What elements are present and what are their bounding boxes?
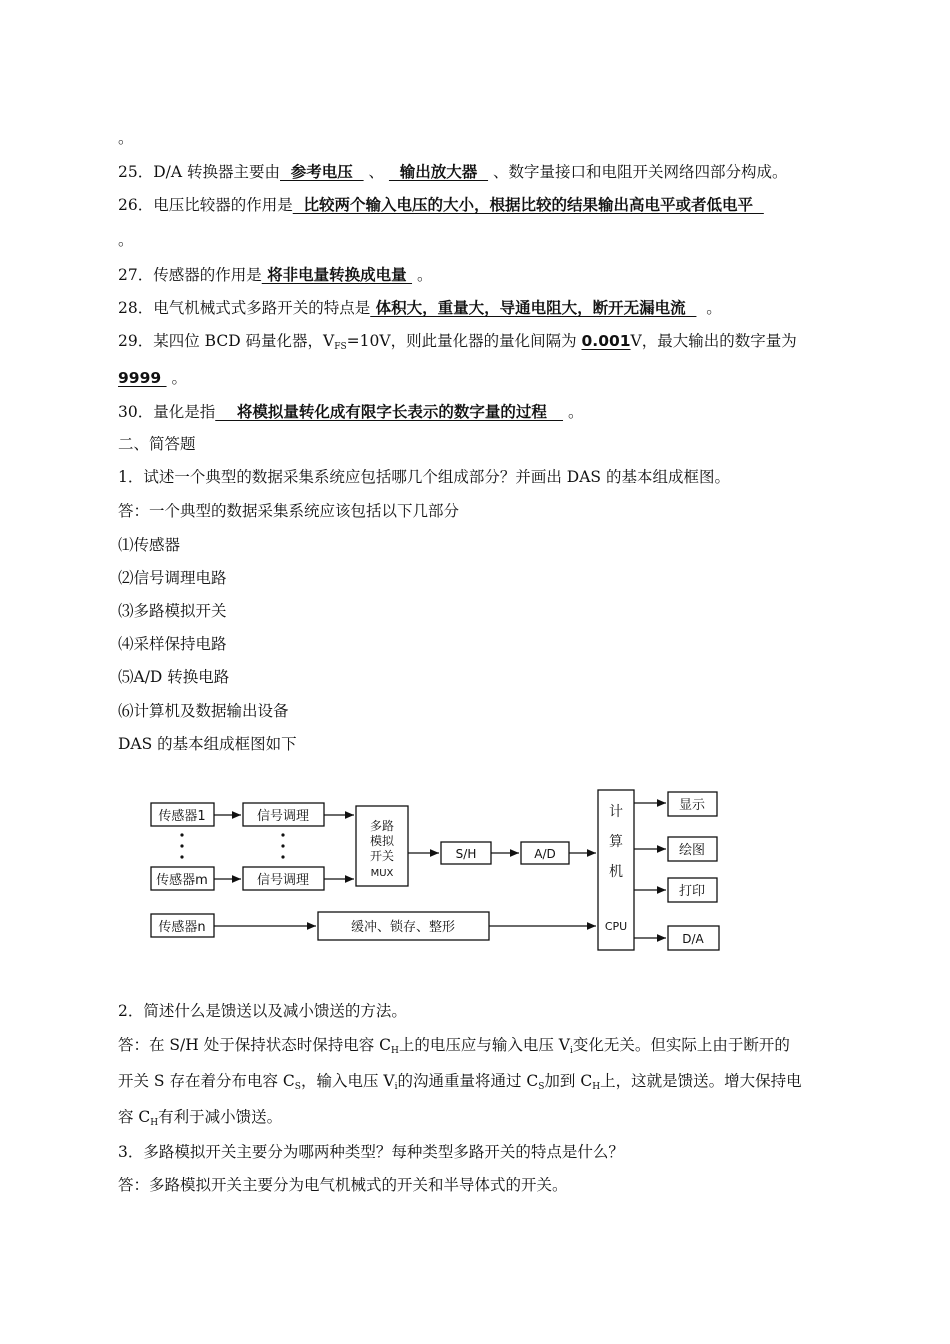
q29-text: 29．某四位 BCD 码量化器，V (118, 332, 335, 350)
subscript: S (294, 1082, 301, 1092)
condm-label: 信号调理 (256, 873, 310, 888)
text: 变化无关。但实际上由于断开的 (572, 1036, 790, 1054)
text: 容 C (118, 1108, 151, 1126)
question-25 (118, 162, 787, 182)
diagram-caption: DAS 的基本组成框图如下 (118, 735, 297, 753)
cpu-label-3: 机 (609, 864, 623, 880)
q26-answer: 比较两个输入电压的大小，根据比较的结果输出高电平或者低电平 (292, 196, 764, 214)
stray-period: 。 (118, 129, 134, 147)
question-29 (118, 331, 797, 357)
subscript: S (538, 1082, 545, 1092)
q27-text: 27．传感器的作用是 (118, 266, 262, 284)
mux-label-1: 多路 (369, 819, 395, 833)
q25-text: 25．D/A 转换器主要由 (118, 163, 280, 181)
sh-label: S/H (455, 847, 477, 861)
out2-label: 绘图 (678, 843, 706, 858)
q25-answer-1: 参考电压 (280, 163, 364, 181)
subscript: H (391, 1046, 399, 1056)
text: 加到 C (544, 1072, 593, 1090)
list-item: ⑶多路模拟开关 (118, 602, 227, 620)
sensorm-label: 传感器m (156, 873, 208, 888)
list-item: ⑴传感器 (118, 536, 181, 554)
q30-answer: 将模拟量转化成有限字长表示的数字量的过程 (215, 403, 564, 421)
q28-text: 28．电气机械式式多路开关的特点是 (118, 299, 371, 317)
short-q2: 2．简述什么是馈送以及减小馈送的方法。 (118, 1002, 407, 1020)
sensorn-label: 传感器n (158, 920, 206, 935)
cpu-label-4: CPU (604, 920, 628, 933)
q25-tail: 、数字量接口和电阻开关网络四部分构成。 (488, 163, 788, 181)
out4-label: D/A (682, 932, 704, 946)
text: 上，这就是馈送。增大保持电 (600, 1072, 802, 1090)
question-30 (118, 402, 583, 422)
subscript: H (150, 1118, 159, 1128)
out3-label: 打印 (678, 884, 706, 899)
q30-tail: 。 (563, 403, 584, 421)
q28-tail: 。 (696, 299, 722, 317)
q27-answer: 将非电量转换成电量 (261, 266, 413, 284)
list-item: ⑹计算机及数据输出设备 (118, 702, 289, 720)
short-q2-answer-l1 (118, 1035, 790, 1061)
list-item: ⑵信号调理电路 (118, 569, 227, 587)
short-q2-answer-l2 (118, 1071, 802, 1097)
question-27 (118, 265, 432, 285)
q28-answer: 体积大，重量大，导通电阻大，断开无漏电流 (370, 299, 697, 317)
question-29-cont (118, 368, 187, 388)
sensor1-label: 传感器1 (158, 809, 206, 824)
q27-tail: 。 (412, 266, 433, 284)
q26-text: 26．电压比较器的作用是 (118, 196, 293, 214)
q29-subscript: FS (334, 342, 347, 352)
subscript: i (394, 1082, 398, 1092)
mux-label-3: 开关 (369, 849, 395, 863)
question-28 (118, 298, 722, 318)
q30-text: 30．量化是指 (118, 403, 216, 421)
text: 有利于减小馈送。 (158, 1108, 283, 1126)
text: 开关 S 存在着分布电容 C (118, 1072, 295, 1090)
subscript: H (592, 1082, 601, 1092)
question-26 (118, 195, 764, 215)
cpu-label-2: 算 (609, 834, 623, 850)
section-heading: 二、简答题 (118, 435, 196, 453)
short-q3-answer: 答：多路模拟开关主要分为电气机械式的开关和半导体式的开关。 (118, 1176, 568, 1194)
q29-mid: =10V，则此量化器的量化间隔为 (346, 332, 582, 350)
q25-answer-2: 输出放大器 (388, 163, 489, 181)
q29-answer-2: 9999 (118, 369, 167, 387)
buffer-label: 缓冲、锁存、整形 (350, 920, 456, 935)
mux-label-2: 模拟 (369, 834, 395, 848)
text: 的沟通重量将通过 C (397, 1072, 539, 1090)
text: 上的电压应与输入电压 V (398, 1036, 570, 1054)
text: ，输入电压 V (300, 1072, 395, 1090)
mux-label-4: MUX (370, 868, 394, 879)
short-q3: 3．多路模拟开关主要分为哪两种类型？每种类型多路开关的特点是什么？ (118, 1143, 624, 1161)
ad-label: A/D (534, 847, 556, 861)
q29-tail-2: 。 (166, 369, 187, 387)
stray-period-2: 。 (118, 231, 134, 249)
short-q1: 1．试述一个典型的数据采集系统应包括哪几个组成部分？并画出 DAS 的基本组成框图。 (118, 468, 730, 486)
out1-label: 显示 (678, 798, 706, 813)
das-block-diagram (140, 780, 740, 960)
cond1-label: 信号调理 (256, 809, 310, 824)
list-item: ⑷采样保持电路 (118, 635, 227, 653)
text: 答：在 S/H 处于保持状态时保持电容 C (118, 1036, 391, 1054)
q25-sep: 、 (363, 163, 389, 181)
cpu-label-1: 计 (609, 804, 623, 820)
short-q2-answer-l3 (118, 1107, 282, 1133)
subscript: i (569, 1046, 573, 1056)
q29-answer-1: 0.001 (581, 332, 631, 350)
q29-tail: V，最大输出的数字量为 (630, 332, 797, 350)
short-q1-answer: 答：一个典型的数据采集系统应该包括以下几部分 (118, 502, 460, 520)
list-item: ⑸A/D 转换电路 (118, 668, 230, 686)
